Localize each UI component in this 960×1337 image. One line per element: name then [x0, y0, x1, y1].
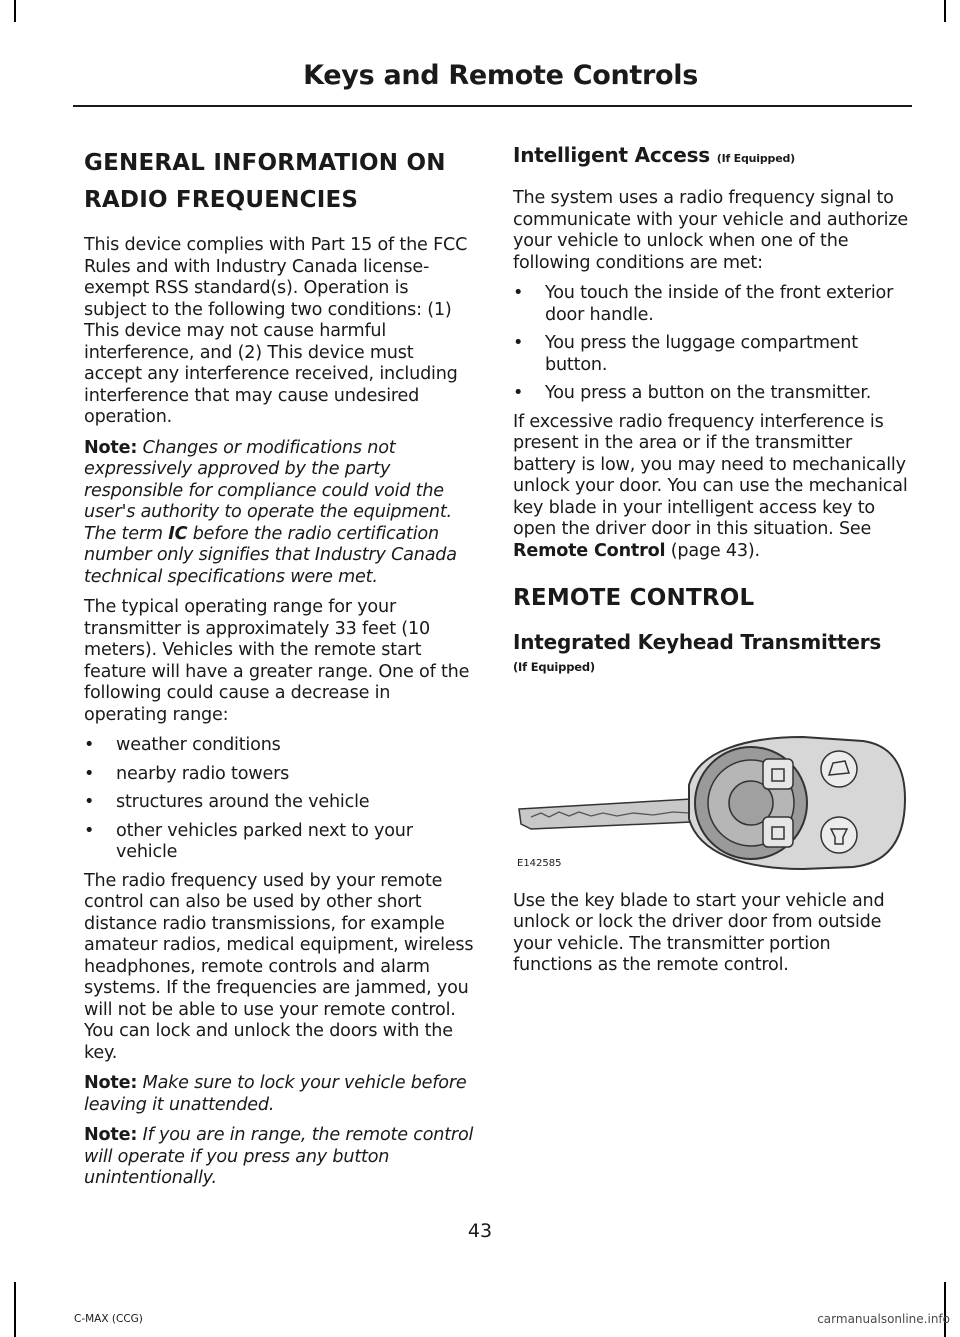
note: [84, 1125, 476, 1190]
list-item: • You press a button on the transmitter.: [513, 383, 872, 403]
header-divider: [73, 105, 912, 107]
crop-mark: [944, 0, 946, 22]
note-text: before the radio certification number only signifies that Industry Canada technical specifications were met.: [84, 523, 457, 587]
heading-text: Intelligent Access: [513, 143, 710, 167]
list-item-text: You press a button on the transmitter.: [545, 383, 872, 403]
heading-qualifier: (If Equipped): [716, 152, 795, 165]
paragraph: [513, 412, 909, 563]
list-item-text: structures around the vehicle: [116, 792, 370, 812]
list-item: • weather conditions: [84, 735, 281, 755]
paragraph: The typical operating range for your transmitter is approximately 33 feet (10 meters). Vehicles with the remote start feature will have a greater range. One of the following could cause a decrease in operating range:: [84, 597, 470, 725]
key-illustration-svg: [513, 689, 909, 879]
note: [84, 438, 476, 589]
section-heading: [84, 145, 476, 219]
note: [84, 1073, 476, 1116]
list-item: • nearby radio towers: [84, 763, 290, 784]
bullet-list: [513, 283, 909, 405]
list-item-text: other vehicles parked next to your vehicle: [116, 820, 413, 862]
list-item-text: You touch the inside of the front exterior door handle.: [545, 283, 894, 325]
page-number: 43: [467, 1220, 493, 1242]
list-item-text: You press the luggage compartment button.: [545, 333, 858, 375]
crop-mark: [14, 0, 16, 22]
paragraph: The system uses a radio frequency signal to communicate with your vehicle and authorize your vehicle to unlock when one of the following conditions are met:: [513, 188, 909, 273]
list-item-text: nearby radio towers: [116, 763, 290, 784]
note-text: Make sure to lock your vehicle before leaving it unattended.: [84, 1073, 467, 1115]
paragraph: This device complies with Part 15 of the FCC Rules and with Industry Canada license-exempt RSS standard(s). Operation is subject to the following two conditions: (1) This device may not cause harmful interference, and (2) This device must accept any interference received, including interference that may cause undesired operation.: [84, 235, 468, 427]
key-transmitter-illustration: [513, 689, 909, 879]
cross-reference-link[interactable]: Remote Control: [513, 540, 666, 561]
right-column: [513, 142, 909, 986]
subsection-heading: [513, 142, 909, 172]
heading-line: GENERAL INFORMATION ON: [84, 150, 446, 176]
note-label: Note:: [84, 1073, 138, 1093]
paragraph: The radio frequency used by your remote control can also be used by other short distance radio transmissions, for example amateur radios, medical equipment, wireless headphones, remote controls and alarm systems. If the frequencies are jammed, you will not be able to use your remote control. You can lock and unlock the doors with the key.: [84, 870, 474, 1063]
crop-mark: [14, 1282, 16, 1337]
paragraph-text: (page 43).: [670, 540, 760, 561]
figure-code: E142585: [517, 858, 562, 869]
note-term: IC: [168, 523, 188, 544]
note-label: Note:: [84, 1125, 138, 1145]
paragraph: Use the key blade to start your vehicle and unlock or lock the driver door from outside your vehicle. The transmitter portion functions as the remote control.: [513, 890, 885, 975]
note-label: Note:: [84, 437, 138, 458]
bullet-list: [84, 735, 476, 864]
note-text: Changes or modifications not expressively approved by the party responsible for compliance could void the user's authority to operate the equipment. The term: [84, 437, 452, 544]
list-item: • other vehicles parked next to your vehicle: [84, 820, 413, 862]
model-code: C-MAX (CCG): [74, 1313, 143, 1325]
list-item-text: weather conditions: [116, 735, 281, 755]
subsection-heading: Integrated Keyhead Transmitters: [513, 630, 882, 654]
crop-mark: [944, 1282, 946, 1337]
section-heading: REMOTE CONTROL: [513, 585, 755, 611]
list-item: • You touch the inside of the front exterior door handle.: [513, 283, 894, 325]
heading-qualifier: (If Equipped): [513, 660, 595, 674]
list-item: • structures around the vehicle: [84, 792, 370, 812]
page-header-title: Keys and Remote Controls: [303, 60, 698, 91]
paragraph-text: If excessive radio frequency interference is present in the area or if the transmitter battery is low, you may need to mechanically unlock your door. You can use the mechanical key blade in your intelligent access key to open the driver door in this situation. See: [513, 411, 908, 539]
note-text: If you are in range, the remote control will operate if you press any button unintentionally.: [84, 1125, 474, 1188]
left-column: [84, 145, 476, 1199]
heading-line: RADIO FREQUENCIES: [84, 187, 359, 213]
list-item: • You press the luggage compartment button.: [513, 333, 858, 375]
watermark: carmanualsonline.info: [817, 1312, 950, 1326]
